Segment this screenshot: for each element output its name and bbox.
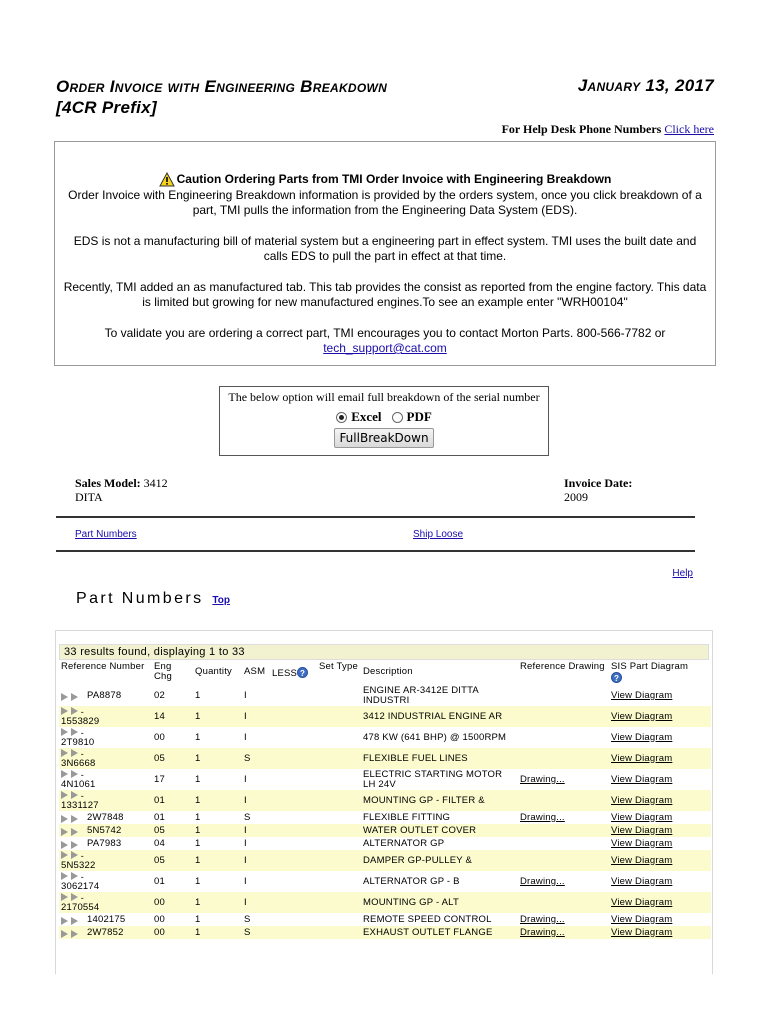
divider-top xyxy=(56,516,695,518)
excel-label: Excel xyxy=(351,409,382,424)
cell-set xyxy=(317,837,361,850)
cell-drawing xyxy=(518,892,609,913)
excel-radio[interactable] xyxy=(336,412,347,423)
play-arrow-icon[interactable] xyxy=(61,693,68,701)
cell-qty: 1 xyxy=(193,892,242,913)
cell-less xyxy=(270,926,317,939)
cell-ref xyxy=(59,913,152,926)
cell-less xyxy=(270,892,317,913)
caution-box xyxy=(54,141,716,366)
email-box-label: The below option will email full breakdown of the serial number xyxy=(228,390,540,404)
cell-less xyxy=(270,850,317,871)
reference-number: 2W7848 xyxy=(87,811,124,823)
cell-desc: DAMPER GP-PULLEY & xyxy=(361,850,518,871)
cell-sis xyxy=(609,686,711,706)
help-desk-text: For Help Desk Phone Numbers xyxy=(501,122,662,136)
cell-drawing xyxy=(518,706,609,727)
cell-asm: I xyxy=(244,690,247,701)
cell-set xyxy=(317,824,361,837)
cell-desc: 3412 INDUSTRIAL ENGINE AR xyxy=(361,706,518,727)
cell-sis xyxy=(609,837,711,850)
caution-para-2: EDS is not a manufacturing bill of material system but a engineering part in effect system. TMI uses the built date and calls EDS to pull the part in effect at that time. xyxy=(73,233,697,263)
play-arrow-icon[interactable] xyxy=(71,791,78,799)
sales-model-label: Sales Model: xyxy=(75,476,141,490)
cell-eng: 05 xyxy=(152,850,193,871)
caution-heading xyxy=(63,172,707,188)
drawing-link[interactable]: Drawing... xyxy=(520,926,565,938)
cell-qty: 1 xyxy=(195,913,201,925)
play-arrow-icon[interactable] xyxy=(61,770,68,778)
cell-less xyxy=(270,686,317,706)
cell-desc: ALTERNATOR GP xyxy=(363,837,445,849)
caution-para-4 xyxy=(63,326,707,357)
cell-sis xyxy=(609,926,711,939)
table-row xyxy=(59,706,711,727)
play-arrow-icon[interactable] xyxy=(71,851,78,859)
cell-eng: 00 xyxy=(154,913,165,925)
view-diagram-link[interactable]: View Diagram xyxy=(611,837,673,849)
play-arrow-icon[interactable] xyxy=(61,893,68,901)
cell-desc: ENGINE AR-3412E DITTA INDUSTRI xyxy=(363,686,479,706)
nav-part-numbers[interactable]: Part Numbers xyxy=(75,529,137,540)
view-diagram-link[interactable]: View Diagram xyxy=(611,710,673,722)
cell-set xyxy=(317,727,361,748)
page-title-line2: [4CR Prefix] xyxy=(56,98,157,117)
invoice-date xyxy=(564,476,632,504)
pdf-radio[interactable] xyxy=(392,412,403,423)
sales-model xyxy=(75,476,168,504)
col-less xyxy=(270,660,317,686)
cell-ref xyxy=(59,686,152,706)
reference-number: 1331127 xyxy=(61,799,99,811)
cell-asm: I xyxy=(244,837,247,849)
cell-asm: I xyxy=(244,773,247,785)
cell-eng: 01 xyxy=(154,875,165,887)
cell-eng: 14 xyxy=(152,706,193,727)
parts-table xyxy=(59,660,711,939)
reference-number: 2W7852 xyxy=(87,926,124,938)
full-breakdown-button[interactable]: FullBreakDown xyxy=(334,428,433,448)
cell-drawing xyxy=(518,769,609,790)
cell-sis xyxy=(609,811,711,824)
page-title xyxy=(56,76,387,118)
cell-less xyxy=(270,811,317,824)
cell-ref xyxy=(59,926,152,939)
col-qty: Quantity xyxy=(195,666,232,677)
cell-sis xyxy=(609,871,711,892)
col-asm: ASM xyxy=(244,666,266,677)
view-diagram-link[interactable]: View Diagram xyxy=(611,913,673,925)
table-row xyxy=(59,892,711,913)
reference-number: 5N5322 xyxy=(61,859,96,871)
cell-qty: 1 xyxy=(193,748,242,769)
cell-eng: 02 xyxy=(154,690,165,701)
drawing-link[interactable]: Drawing... xyxy=(520,773,565,785)
reference-number: 5N5742 xyxy=(87,824,122,836)
cell-drawing xyxy=(518,686,609,706)
play-arrow-icon[interactable] xyxy=(71,930,78,938)
table-header-row xyxy=(59,660,711,686)
cell-desc: EXHAUST OUTLET FLANGE xyxy=(361,926,518,939)
cell-set xyxy=(317,892,361,913)
cell-sis xyxy=(609,790,711,811)
view-diagram-link[interactable]: View Diagram xyxy=(611,690,673,701)
table-row xyxy=(59,837,711,850)
cell-eng: 00 xyxy=(152,926,193,939)
col-set: Set Type xyxy=(319,661,358,672)
cell-asm: S xyxy=(244,811,251,823)
reference-number: 2T9810 xyxy=(61,736,95,748)
invoice-date-value: 2009 xyxy=(564,490,588,504)
reference-number: 3N6668 xyxy=(61,757,96,769)
cell-drawing xyxy=(518,824,609,837)
cell-desc: WATER OUTLET COVER xyxy=(361,824,518,837)
cell-eng: 05 xyxy=(152,824,193,837)
cell-drawing xyxy=(518,913,609,926)
cell-less xyxy=(270,837,317,850)
cell-asm: I xyxy=(242,790,270,811)
pdf-label: PDF xyxy=(406,409,432,424)
play-arrow-icon[interactable] xyxy=(61,728,68,736)
sales-model-value: 3412 xyxy=(143,476,168,490)
play-arrow-icon[interactable] xyxy=(61,841,68,849)
cell-less xyxy=(270,913,317,926)
col-sis xyxy=(609,660,711,686)
cell-eng: 17 xyxy=(154,773,165,785)
view-diagram-link[interactable]: View Diagram xyxy=(611,773,673,785)
cell-ref xyxy=(59,811,152,824)
cell-sis xyxy=(609,913,711,926)
view-diagram-link[interactable]: View Diagram xyxy=(611,731,673,743)
play-arrow-icon[interactable] xyxy=(61,851,68,859)
cell-asm: S xyxy=(244,913,251,925)
play-arrow-icon[interactable] xyxy=(61,791,68,799)
play-arrow-icon[interactable] xyxy=(71,872,78,880)
table-row xyxy=(59,850,711,871)
cell-qty: 1 xyxy=(193,850,242,871)
col-ref: Reference Number xyxy=(61,661,145,672)
play-arrow-icon[interactable] xyxy=(71,841,78,849)
caution-heading-text: Caution Ordering Parts from TMI Order Invoice with Engineering Breakdown xyxy=(176,172,612,186)
cell-less xyxy=(270,706,317,727)
cell-asm: I xyxy=(242,892,270,913)
reference-number: 1553829 xyxy=(61,715,100,727)
table-row xyxy=(59,913,711,926)
format-options xyxy=(220,409,548,425)
view-diagram-link[interactable]: View Diagram xyxy=(611,854,673,866)
cell-drawing xyxy=(518,790,609,811)
drawing-link[interactable]: Drawing... xyxy=(520,913,565,925)
cell-asm: S xyxy=(242,926,270,939)
cell-less xyxy=(270,769,317,790)
cell-set xyxy=(317,913,361,926)
cell-asm: I xyxy=(242,850,270,871)
section-title-text: Part Numbers xyxy=(76,590,204,607)
help-desk-link[interactable]: Click here xyxy=(664,122,714,136)
cell-desc: MOUNTING GP - ALT xyxy=(361,892,518,913)
cell-qty: 1 xyxy=(195,875,201,887)
cell-ref: - 4N1061 xyxy=(59,769,152,790)
table-row xyxy=(59,727,711,748)
play-arrow-icon[interactable] xyxy=(61,917,68,925)
view-diagram-link[interactable]: View Diagram xyxy=(611,896,673,908)
reference-number: 1402175 xyxy=(87,913,126,925)
cell-ref: - 2170554 xyxy=(59,892,152,913)
cell-ref: - 2T9810 xyxy=(59,727,152,748)
cell-ref: - 1553829 xyxy=(59,706,152,727)
cell-ref: - 5N5322 xyxy=(59,850,152,871)
question-circle-icon[interactable]: ? xyxy=(611,672,622,683)
cell-eng: 05 xyxy=(152,748,193,769)
help-desk-line xyxy=(502,122,714,137)
cell-desc: ALTERNATOR GP - B xyxy=(363,875,460,887)
cell-less xyxy=(270,748,317,769)
table-row xyxy=(59,926,711,939)
cell-less xyxy=(270,824,317,837)
top-link[interactable]: Top xyxy=(212,595,230,606)
question-circle-icon[interactable]: ? xyxy=(297,667,308,678)
play-arrow-icon[interactable] xyxy=(71,917,78,925)
cell-set xyxy=(317,871,361,892)
cell-sis xyxy=(609,748,711,769)
cell-sis xyxy=(609,892,711,913)
play-arrow-icon[interactable] xyxy=(61,930,68,938)
help-link[interactable]: Help xyxy=(672,568,693,579)
play-arrow-icon[interactable] xyxy=(61,815,68,823)
cell-qty: 1 xyxy=(193,926,242,939)
cell-set xyxy=(317,926,361,939)
results-count: 33 results found, displaying 1 to 33 xyxy=(59,644,709,660)
cell-less xyxy=(270,790,317,811)
cell-sis xyxy=(609,706,711,727)
page-title-line1: Order Invoice with Engineering Breakdown xyxy=(56,77,388,96)
cell-ref: - 1331127 xyxy=(59,790,152,811)
play-arrow-icon[interactable] xyxy=(71,728,78,736)
reference-number: 4N1061 xyxy=(61,778,96,790)
cell-set xyxy=(317,811,361,824)
invoice-date-label: Invoice Date: xyxy=(564,476,633,490)
col-sis-label: SIS Part Diagram xyxy=(611,661,689,672)
cell-qty: 1 xyxy=(193,790,242,811)
cell-qty: 1 xyxy=(193,824,242,837)
cell-sis xyxy=(609,769,711,790)
drawing-link[interactable]: Drawing... xyxy=(520,875,565,887)
cell-drawing xyxy=(518,837,609,850)
reference-number: PA7983 xyxy=(87,837,122,849)
cell-less xyxy=(270,727,317,748)
cell-qty: 1 xyxy=(195,773,201,785)
play-arrow-icon[interactable] xyxy=(71,693,78,701)
play-arrow-icon[interactable] xyxy=(61,872,68,880)
col-desc: Description xyxy=(363,666,413,677)
table-row xyxy=(59,790,711,811)
cell-set xyxy=(317,748,361,769)
cell-desc: 478 KW (641 BHP) @ 1500RPM xyxy=(363,731,507,743)
play-arrow-icon[interactable] xyxy=(71,893,78,901)
cell-set xyxy=(317,706,361,727)
col-eng: Eng Chg xyxy=(154,661,173,682)
cell-drawing xyxy=(518,727,609,748)
cell-asm: I xyxy=(242,706,270,727)
reference-number: PA8878 xyxy=(87,690,122,701)
cell-qty: 1 xyxy=(195,811,201,823)
warning-triangle-icon xyxy=(159,172,175,187)
cell-qty: 1 xyxy=(195,690,201,701)
page-date: January 13, 2017 xyxy=(577,76,714,95)
view-diagram-link[interactable]: View Diagram xyxy=(611,875,673,887)
table-row xyxy=(59,748,711,769)
cell-drawing xyxy=(518,811,609,824)
cell-desc: FLEXIBLE FUEL LINES xyxy=(361,748,518,769)
cell-ref xyxy=(59,824,152,837)
table-row xyxy=(59,811,711,824)
cell-desc: ELECTRIC STARTING MOTOR LH 24V xyxy=(363,769,503,790)
play-arrow-icon[interactable] xyxy=(71,815,78,823)
cell-qty: 1 xyxy=(195,837,201,849)
cell-desc: REMOTE SPEED CONTROL xyxy=(363,913,492,925)
cell-set xyxy=(317,850,361,871)
cell-set xyxy=(317,790,361,811)
drawing-link[interactable]: Drawing... xyxy=(520,811,565,823)
cell-sis xyxy=(609,850,711,871)
cell-set xyxy=(317,686,361,706)
play-arrow-icon[interactable] xyxy=(61,707,68,715)
cell-ref: - 3062174 xyxy=(59,871,152,892)
table-row xyxy=(59,871,711,892)
view-diagram-link[interactable]: View Diagram xyxy=(611,824,673,836)
col-less-label: LESS xyxy=(272,668,298,679)
parts-table-container xyxy=(55,630,713,974)
cell-desc: MOUNTING GP - FILTER & xyxy=(361,790,518,811)
reference-number: 3062174 xyxy=(61,880,100,892)
email-breakdown-box xyxy=(219,386,549,456)
cell-qty: 1 xyxy=(195,731,201,743)
table-row xyxy=(59,824,711,837)
reference-number: 2170554 xyxy=(61,901,100,913)
play-arrow-icon[interactable] xyxy=(61,828,68,836)
cell-eng: 00 xyxy=(154,731,165,743)
cell-ref xyxy=(59,837,152,850)
cell-asm: I xyxy=(244,875,247,887)
view-diagram-link[interactable]: View Diagram xyxy=(611,926,673,938)
caution-para-3: Recently, TMI added an as manufactured tab. This tab provides the consist as reported from the engine factory. This data is limited but growing for new manufactured engines.To see an example enter "WRH00104" xyxy=(63,279,707,309)
cell-less xyxy=(270,871,317,892)
cell-set xyxy=(317,769,361,790)
cell-drawing xyxy=(518,926,609,939)
view-diagram-link[interactable]: View Diagram xyxy=(611,794,673,806)
view-diagram-link[interactable]: View Diagram xyxy=(611,752,673,764)
cell-ref: - 3N6668 xyxy=(59,748,152,769)
caution-contact-text: To validate you are ordering a correct part, TMI encourages you to contact Morton Parts. 800-566-7782 or xyxy=(104,325,666,340)
cell-asm: S xyxy=(242,748,270,769)
table-row xyxy=(59,686,711,706)
cell-eng: 00 xyxy=(152,892,193,913)
play-arrow-icon[interactable] xyxy=(71,828,78,836)
cell-qty: 1 xyxy=(193,706,242,727)
caution-para-1: Order Invoice with Engineering Breakdown information is provided by the orders system, once you click breakdown of a part, TMI pulls the information from the Engineering Data System (EDS). xyxy=(68,187,702,217)
cell-sis xyxy=(609,824,711,837)
tech-support-email-link[interactable]: tech_support@cat.com xyxy=(323,341,447,355)
view-diagram-link[interactable]: View Diagram xyxy=(611,811,673,823)
nav-ship-loose[interactable]: Ship Loose xyxy=(413,529,464,540)
section-title xyxy=(76,590,230,608)
play-arrow-icon[interactable] xyxy=(71,770,78,778)
cell-eng: 01 xyxy=(152,790,193,811)
play-arrow-icon[interactable] xyxy=(61,749,68,757)
cell-drawing xyxy=(518,871,609,892)
cell-eng: 01 xyxy=(154,811,165,823)
cell-eng: 04 xyxy=(154,837,165,849)
play-arrow-icon[interactable] xyxy=(71,707,78,715)
cell-drawing xyxy=(518,850,609,871)
sales-model-sub: DITA xyxy=(75,490,103,504)
cell-asm: I xyxy=(244,731,247,743)
cell-desc: FLEXIBLE FITTING xyxy=(363,811,451,823)
col-drawing: Reference Drawing xyxy=(520,661,605,672)
cell-drawing xyxy=(518,748,609,769)
divider-bottom xyxy=(56,550,695,552)
play-arrow-icon[interactable] xyxy=(71,749,78,757)
cell-asm: I xyxy=(242,824,270,837)
table-row xyxy=(59,769,711,790)
cell-sis xyxy=(609,727,711,748)
